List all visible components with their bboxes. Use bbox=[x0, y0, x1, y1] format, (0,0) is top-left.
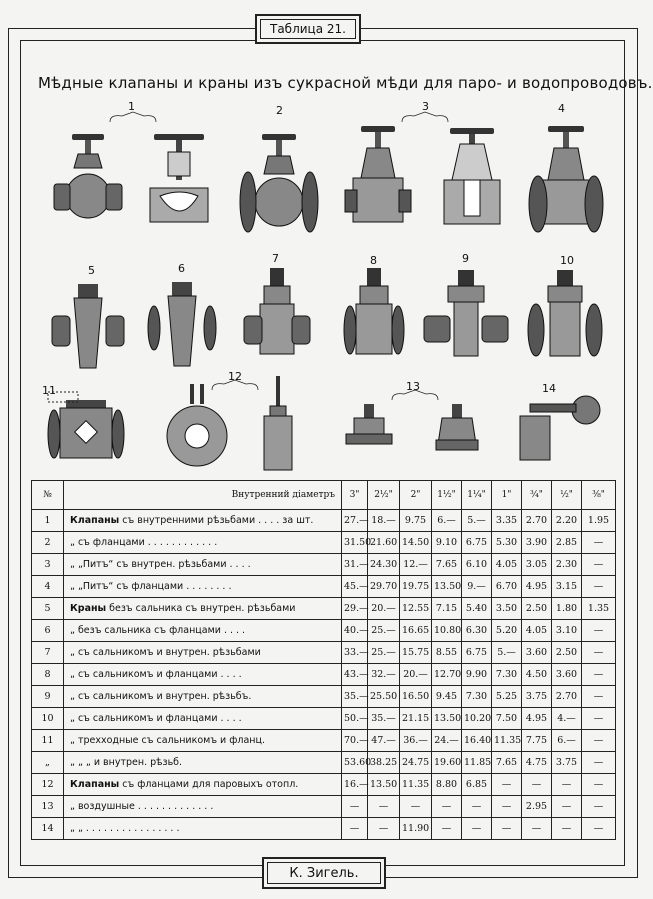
table-row bbox=[32, 796, 616, 818]
price-cell: 2.50 bbox=[552, 642, 582, 664]
price-cell: 16.65 bbox=[400, 620, 432, 642]
table-caption: Таблица 21. bbox=[260, 19, 356, 39]
row-number: 2 bbox=[32, 532, 64, 554]
price-cell: — bbox=[582, 664, 616, 686]
row-text: „ съ сальникомъ и внутрен. рѣзьбъ. bbox=[70, 691, 252, 702]
price-cell: 2.50 bbox=[522, 598, 552, 620]
price-cell: — bbox=[582, 620, 616, 642]
price-cell: 14.50 bbox=[400, 532, 432, 554]
price-cell: 11.35 bbox=[492, 730, 522, 752]
heating-valve-side-icon bbox=[260, 376, 296, 472]
footer-company: К. Зигель. bbox=[267, 862, 381, 884]
price-cell: 12.70 bbox=[432, 664, 462, 686]
page-title: Мѣдные клапаны и краны изъ сукрасной мѣди для паро- и водопроводовъ. bbox=[38, 74, 653, 92]
row-description bbox=[64, 510, 342, 532]
price-cell: 35.— bbox=[368, 708, 400, 730]
three-way-cock-icon bbox=[40, 390, 128, 474]
row-description bbox=[64, 708, 342, 730]
row-description bbox=[64, 576, 342, 598]
row-description bbox=[64, 686, 342, 708]
price-cell: 36.— bbox=[400, 730, 432, 752]
price-cell: — bbox=[582, 730, 616, 752]
price-cell: 1.35 bbox=[582, 598, 616, 620]
price-cell: 1.80 bbox=[552, 598, 582, 620]
row-number: 6 bbox=[32, 620, 64, 642]
price-cell: 25.50 bbox=[368, 686, 400, 708]
air-valve-icon bbox=[346, 404, 392, 456]
price-cell: 3.90 bbox=[522, 532, 552, 554]
price-cell: 16.40 bbox=[462, 730, 492, 752]
price-cell: 3.75 bbox=[552, 752, 582, 774]
price-cell: 45.— bbox=[342, 576, 368, 598]
price-cell: 53.60 bbox=[342, 752, 368, 774]
price-cell: 8.55 bbox=[432, 642, 462, 664]
price-cell: 20.— bbox=[368, 598, 400, 620]
row-text: „ „Питъ“ съ фланцами . . . . . . . . bbox=[70, 581, 232, 592]
row-number: 14 bbox=[32, 818, 64, 840]
table-row bbox=[32, 774, 616, 796]
price-cell: — bbox=[582, 818, 616, 840]
size-header: 2" bbox=[400, 481, 432, 510]
price-cell: — bbox=[368, 818, 400, 840]
price-cell: 24.75 bbox=[400, 752, 432, 774]
price-cell: 13.50 bbox=[432, 708, 462, 730]
table-row bbox=[32, 576, 616, 598]
price-cell: 6.75 bbox=[462, 532, 492, 554]
price-cell: — bbox=[342, 818, 368, 840]
table-row bbox=[32, 598, 616, 620]
size-header: 1¼" bbox=[462, 481, 492, 510]
col-diameter-header: Внутренний діаметръ bbox=[64, 481, 342, 510]
price-cell: 12.55 bbox=[400, 598, 432, 620]
table-header-row bbox=[32, 481, 616, 510]
price-cell: 2.95 bbox=[522, 796, 552, 818]
row-number: 1 bbox=[32, 510, 64, 532]
table-row bbox=[32, 818, 616, 840]
price-cell: — bbox=[432, 796, 462, 818]
price-cell: 7.65 bbox=[432, 554, 462, 576]
row-number: 12 bbox=[32, 774, 64, 796]
price-cell: 12.— bbox=[400, 554, 432, 576]
figure-label: 10 bbox=[560, 254, 574, 267]
gland-cock-icon bbox=[244, 268, 310, 360]
price-cell: 24.30 bbox=[368, 554, 400, 576]
plug-cock-icon bbox=[50, 282, 126, 374]
price-cell: 7.30 bbox=[492, 664, 522, 686]
price-cell: 50.— bbox=[342, 708, 368, 730]
price-cell: 5.— bbox=[492, 642, 522, 664]
price-cell: 21.15 bbox=[400, 708, 432, 730]
price-cell: 11.35 bbox=[400, 774, 432, 796]
row-number: 7 bbox=[32, 642, 64, 664]
price-cell: — bbox=[582, 796, 616, 818]
price-cell: 16.50 bbox=[400, 686, 432, 708]
price-cell: 7.30 bbox=[462, 686, 492, 708]
price-cell: — bbox=[582, 576, 616, 598]
price-cell: 43.— bbox=[342, 664, 368, 686]
price-cell: 21.60 bbox=[368, 532, 400, 554]
flanged-gland-cock-2-icon bbox=[528, 270, 602, 360]
price-cell: — bbox=[492, 774, 522, 796]
price-cell: 10.80 bbox=[432, 620, 462, 642]
table-row bbox=[32, 708, 616, 730]
price-cell: 5.40 bbox=[462, 598, 492, 620]
price-cell: 6.10 bbox=[462, 554, 492, 576]
row-category: Краны bbox=[70, 603, 107, 614]
price-cell: 19.60 bbox=[432, 752, 462, 774]
air-valve-2-icon bbox=[434, 404, 480, 456]
price-cell: — bbox=[582, 554, 616, 576]
price-cell: — bbox=[400, 796, 432, 818]
gate-valve-icon bbox=[345, 124, 411, 228]
figure-label: 4 bbox=[558, 102, 565, 115]
row-text: безъ сальника съ внутрен. рѣзьбами bbox=[106, 603, 296, 614]
table-row bbox=[32, 620, 616, 642]
row-number: 9 bbox=[32, 686, 64, 708]
size-header: 1½" bbox=[432, 481, 462, 510]
row-description bbox=[64, 752, 342, 774]
row-text: „ трехходные съ сальникомъ и фланц. bbox=[70, 735, 265, 746]
row-text: „ съ сальникомъ и внутрен. рѣзьбами bbox=[70, 647, 261, 658]
heating-valve-icon bbox=[164, 384, 230, 470]
price-cell: 3.05 bbox=[522, 554, 552, 576]
row-description bbox=[64, 620, 342, 642]
figure-label: 7 bbox=[272, 252, 279, 265]
price-cell: 3.35 bbox=[492, 510, 522, 532]
price-cell: 10.20 bbox=[462, 708, 492, 730]
price-cell: 4.95 bbox=[522, 708, 552, 730]
price-cell: 4.95 bbox=[522, 576, 552, 598]
price-cell: — bbox=[522, 818, 552, 840]
row-description bbox=[64, 532, 342, 554]
price-cell: 2.30 bbox=[552, 554, 582, 576]
bracket-icon bbox=[400, 112, 450, 124]
price-cell: — bbox=[462, 796, 492, 818]
table-row bbox=[32, 752, 616, 774]
size-header: 1" bbox=[492, 481, 522, 510]
footer-company-box bbox=[262, 857, 386, 889]
size-header: ½" bbox=[552, 481, 582, 510]
figure-label: 14 bbox=[542, 382, 556, 395]
price-cell: 27.— bbox=[342, 510, 368, 532]
price-cell: 6.— bbox=[432, 510, 462, 532]
table-row bbox=[32, 730, 616, 752]
flanged-gland-cock-icon bbox=[344, 268, 404, 360]
price-cell: 18.— bbox=[368, 510, 400, 532]
price-cell: 25.— bbox=[368, 642, 400, 664]
row-number: 3 bbox=[32, 554, 64, 576]
row-description bbox=[64, 774, 342, 796]
row-number: 8 bbox=[32, 664, 64, 686]
price-cell: 32.— bbox=[368, 664, 400, 686]
price-cell: — bbox=[582, 642, 616, 664]
table-row bbox=[32, 642, 616, 664]
table-row bbox=[32, 664, 616, 686]
table-caption-box bbox=[255, 14, 361, 44]
figure-label: 12 bbox=[228, 370, 242, 383]
row-number: 10 bbox=[32, 708, 64, 730]
price-cell: — bbox=[462, 818, 492, 840]
price-cell: — bbox=[582, 752, 616, 774]
price-cell: 9.45 bbox=[432, 686, 462, 708]
price-cell: 7.50 bbox=[492, 708, 522, 730]
price-table bbox=[31, 480, 616, 840]
price-cell: — bbox=[582, 774, 616, 796]
price-cell: 29.— bbox=[342, 598, 368, 620]
price-cell: 20.— bbox=[400, 664, 432, 686]
price-cell: 25.— bbox=[368, 620, 400, 642]
radiator-valve-icon bbox=[514, 394, 604, 466]
price-cell: 16.— bbox=[342, 774, 368, 796]
figure-label: 8 bbox=[370, 254, 377, 267]
price-cell: 3.15 bbox=[552, 576, 582, 598]
price-cell: 6.30 bbox=[462, 620, 492, 642]
price-cell: 2.70 bbox=[552, 686, 582, 708]
row-number: 11 bbox=[32, 730, 64, 752]
price-cell: 24.— bbox=[432, 730, 462, 752]
flanged-gate-valve-icon bbox=[528, 124, 604, 236]
row-category: Клапаны bbox=[70, 515, 120, 526]
price-cell: 70.— bbox=[342, 730, 368, 752]
price-cell: — bbox=[432, 818, 462, 840]
row-number: „ bbox=[32, 752, 64, 774]
price-cell: 40.— bbox=[342, 620, 368, 642]
price-cell: 4.— bbox=[552, 708, 582, 730]
price-cell: 11.85 bbox=[462, 752, 492, 774]
bracket-icon bbox=[108, 112, 158, 124]
price-cell: 4.50 bbox=[522, 664, 552, 686]
globe-valve-section-icon bbox=[146, 132, 212, 226]
figure-label: 9 bbox=[462, 252, 469, 265]
gate-valve-section-icon bbox=[440, 126, 506, 228]
row-text: „ съ сальникомъ и фланцами . . . . bbox=[70, 669, 242, 680]
row-description bbox=[64, 796, 342, 818]
price-cell: 31.— bbox=[342, 554, 368, 576]
gland-cock-thread-icon bbox=[424, 270, 508, 360]
price-cell: — bbox=[492, 796, 522, 818]
row-text: „ „Питъ“ съ внутрен. рѣзьбами . . . . bbox=[70, 559, 251, 570]
figure-label: 1 bbox=[128, 100, 135, 113]
price-cell: 3.60 bbox=[552, 664, 582, 686]
price-cell: 9.— bbox=[462, 576, 492, 598]
price-cell: 4.75 bbox=[522, 752, 552, 774]
price-cell: 29.70 bbox=[368, 576, 400, 598]
row-description bbox=[64, 818, 342, 840]
figure-label: 3 bbox=[422, 100, 429, 113]
price-cell: 4.05 bbox=[492, 554, 522, 576]
price-cell: 9.10 bbox=[432, 532, 462, 554]
size-header: 3" bbox=[342, 481, 368, 510]
size-header: 2½" bbox=[368, 481, 400, 510]
price-cell: 7.65 bbox=[492, 752, 522, 774]
price-cell: 5.— bbox=[462, 510, 492, 532]
price-cell: — bbox=[492, 818, 522, 840]
row-text: „ „ „ и внутрен. рѣзьб. bbox=[70, 757, 183, 768]
row-number: 5 bbox=[32, 598, 64, 620]
row-description bbox=[64, 664, 342, 686]
price-cell: 47.— bbox=[368, 730, 400, 752]
row-description bbox=[64, 642, 342, 664]
table-row bbox=[32, 510, 616, 532]
price-cell: 6.85 bbox=[462, 774, 492, 796]
table-row bbox=[32, 532, 616, 554]
table-row bbox=[32, 686, 616, 708]
price-cell: 2.20 bbox=[552, 510, 582, 532]
globe-valve-icon bbox=[52, 130, 124, 226]
price-cell: 5.30 bbox=[492, 532, 522, 554]
price-cell: 13.50 bbox=[368, 774, 400, 796]
figure-label: 5 bbox=[88, 264, 95, 277]
row-description bbox=[64, 598, 342, 620]
figure-label: 11 bbox=[42, 384, 56, 397]
price-cell: 5.20 bbox=[492, 620, 522, 642]
price-cell: 13.50 bbox=[432, 576, 462, 598]
row-number: 13 bbox=[32, 796, 64, 818]
price-cell: 6.70 bbox=[492, 576, 522, 598]
price-cell: 3.75 bbox=[522, 686, 552, 708]
price-cell: 38.25 bbox=[368, 752, 400, 774]
figure-label: 2 bbox=[276, 104, 283, 117]
price-cell: 7.15 bbox=[432, 598, 462, 620]
price-cell: 9.75 bbox=[400, 510, 432, 532]
price-cell: 3.60 bbox=[522, 642, 552, 664]
row-text: „ воздушные . . . . . . . . . . . . . bbox=[70, 801, 214, 812]
price-cell: — bbox=[552, 818, 582, 840]
bracket-icon bbox=[390, 390, 440, 402]
row-text: съ фланцами для паровыхъ отопл. bbox=[119, 779, 299, 790]
price-cell: 31.50 bbox=[342, 532, 368, 554]
price-table-wrapper bbox=[31, 480, 615, 840]
price-cell: 1.95 bbox=[582, 510, 616, 532]
price-cell: — bbox=[582, 532, 616, 554]
price-cell: 8.80 bbox=[432, 774, 462, 796]
price-cell: — bbox=[582, 686, 616, 708]
size-header: ¾" bbox=[522, 481, 552, 510]
row-category: Клапаны bbox=[70, 779, 120, 790]
price-cell: — bbox=[368, 796, 400, 818]
price-cell: 4.05 bbox=[522, 620, 552, 642]
flanged-plug-cock-icon bbox=[148, 280, 216, 372]
price-cell: — bbox=[522, 774, 552, 796]
price-cell: 9.90 bbox=[462, 664, 492, 686]
price-cell: 33.— bbox=[342, 642, 368, 664]
row-description bbox=[64, 730, 342, 752]
price-cell: 3.10 bbox=[552, 620, 582, 642]
row-text: „ безъ сальника съ фланцами . . . . bbox=[70, 625, 246, 636]
figure-label: 13 bbox=[406, 380, 420, 393]
price-cell: — bbox=[342, 796, 368, 818]
price-cell: 11.90 bbox=[400, 818, 432, 840]
price-cell: 2.70 bbox=[522, 510, 552, 532]
price-cell: 6.— bbox=[552, 730, 582, 752]
table-row bbox=[32, 554, 616, 576]
price-cell: 2.85 bbox=[552, 532, 582, 554]
row-text: „ съ сальникомъ и фланцами . . . . bbox=[70, 713, 242, 724]
row-number: 4 bbox=[32, 576, 64, 598]
row-description bbox=[64, 554, 342, 576]
flanged-valve-icon bbox=[238, 130, 320, 240]
price-cell: 3.50 bbox=[492, 598, 522, 620]
price-cell: 15.75 bbox=[400, 642, 432, 664]
col-number-header: № bbox=[32, 481, 64, 510]
price-cell: — bbox=[552, 796, 582, 818]
price-cell: 6.75 bbox=[462, 642, 492, 664]
row-text: „ съ фланцами . . . . . . . . . . . . bbox=[70, 537, 218, 548]
size-header: ⅜" bbox=[582, 481, 616, 510]
price-cell: — bbox=[552, 774, 582, 796]
figure-label: 6 bbox=[178, 262, 185, 275]
row-text: съ внутренними рѣзьбами . . . . за шт. bbox=[119, 515, 314, 526]
price-cell: 19.75 bbox=[400, 576, 432, 598]
row-text: „ „ . . . . . . . . . . . . . . . . bbox=[70, 823, 180, 834]
price-cell: 35.— bbox=[342, 686, 368, 708]
price-cell: 5.25 bbox=[492, 686, 522, 708]
price-cell: 7.75 bbox=[522, 730, 552, 752]
price-cell: — bbox=[582, 708, 616, 730]
